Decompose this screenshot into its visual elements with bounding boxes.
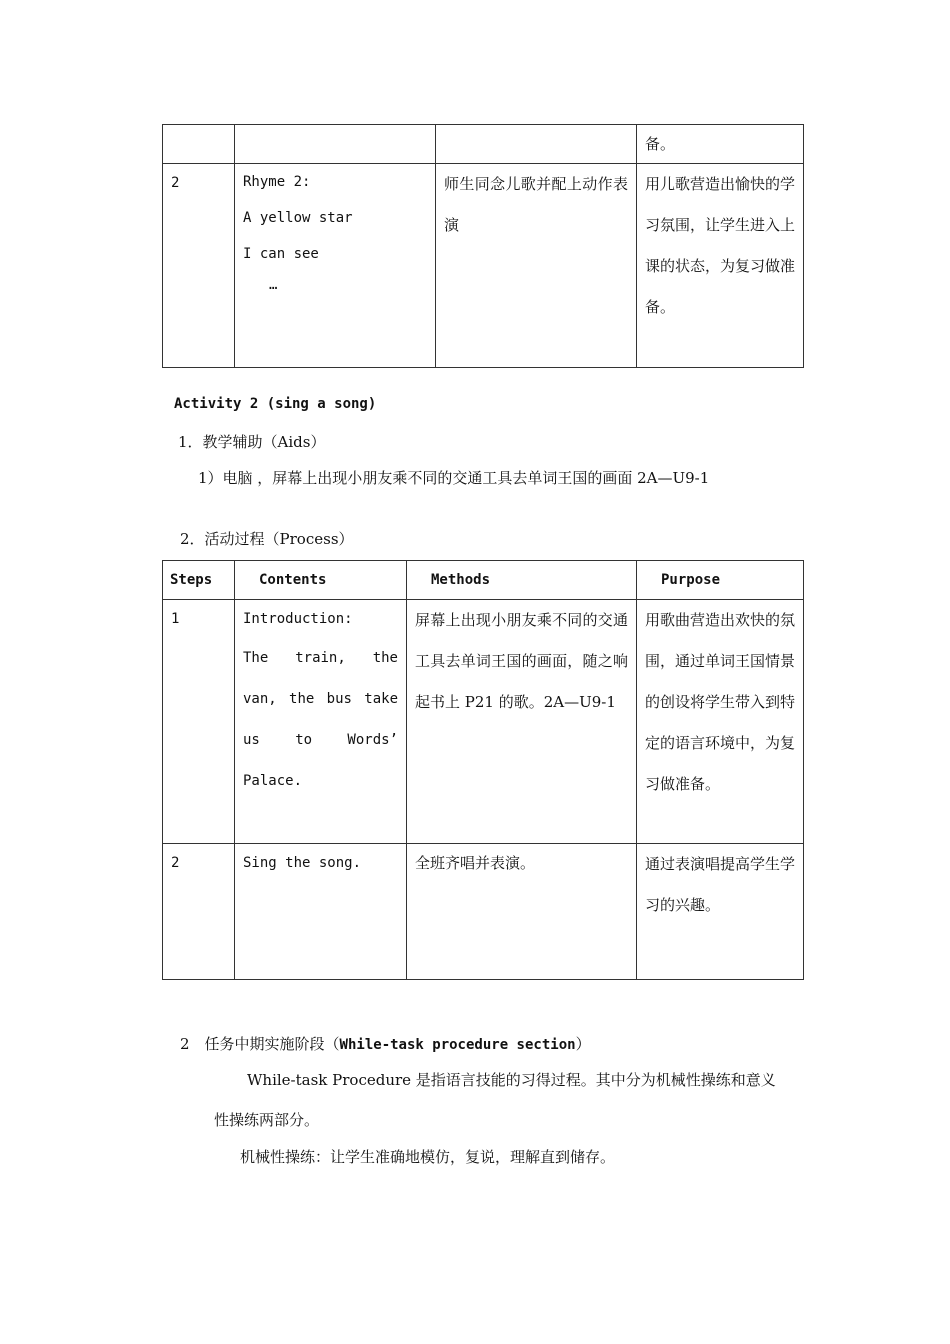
purpose-cell: 用歌曲营造出欢快的氛围，通过单词王国情景的创设将学生带入到特定的语言环境中，为复习做准备。 xyxy=(637,600,804,844)
table-process xyxy=(162,560,804,980)
content-line: … xyxy=(269,277,278,293)
content-line: Rhyme 2: xyxy=(243,174,311,190)
purpose-cell: 备。 xyxy=(637,125,804,164)
content-cell: Sing the song. xyxy=(235,844,407,980)
section-heading-suffix: ） xyxy=(575,1035,591,1053)
section-heading xyxy=(180,1033,591,1054)
header-steps: Steps xyxy=(163,561,235,600)
header-methods: Methods xyxy=(407,561,637,600)
method-cell xyxy=(436,125,637,164)
step-cell: 2 xyxy=(163,164,235,368)
activity-heading: Activity 2 (sing a song) xyxy=(174,396,377,412)
content-line: A yellow star xyxy=(243,210,353,226)
content-line: I can see xyxy=(243,246,319,262)
content-line: The train, the van, the bus take us to Words’ Palace. xyxy=(243,650,398,789)
table-header-row xyxy=(163,561,804,600)
table-rhyme xyxy=(162,124,804,368)
purpose-cell: 通过表演唱提高学生学习的兴趣。 xyxy=(637,844,804,980)
paragraph-line: 性操练两部分。 xyxy=(214,1111,320,1129)
process-heading: 2．活动过程（Process） xyxy=(180,530,354,548)
table-row xyxy=(163,844,804,980)
method-cell: 屏幕上出现小朋友乘不同的交通工具去单词王国的画面，随之响起书上 P21 的歌。2A—U9-1 xyxy=(407,600,637,844)
header-purpose: Purpose xyxy=(637,561,804,600)
step-cell: 1 xyxy=(163,600,235,844)
method-cell: 师生同念儿歌并配上动作表演 xyxy=(436,164,637,368)
method-cell: 全班齐唱并表演。 xyxy=(407,844,637,980)
table-row xyxy=(163,125,804,164)
table-row xyxy=(163,600,804,844)
paragraph-line: 机械性操练：让学生准确地模仿，复说，理解直到储存。 xyxy=(240,1148,616,1166)
aids-item: 1）电脑 ，屏幕上出现小朋友乘不同的交通工具去单词王国的画面 2A—U9-1 xyxy=(198,469,710,487)
header-contents: Contents xyxy=(235,561,407,600)
table-row xyxy=(163,164,804,368)
section-heading-english: While-task procedure section xyxy=(339,1037,576,1053)
section-heading-prefix: 2 任务中期实施阶段（ xyxy=(180,1035,340,1053)
step-cell xyxy=(163,125,235,164)
purpose-cell: 用儿歌营造出愉快的学习氛围，让学生进入上课的状态，为复习做准备。 xyxy=(637,164,804,368)
content-line: Introduction: xyxy=(243,611,353,627)
content-cell xyxy=(235,600,407,844)
step-cell: 2 xyxy=(163,844,235,980)
aids-heading: 1．教学辅助（Aids） xyxy=(178,433,326,451)
paragraph-line: While-task Procedure 是指语言技能的习得过程。其中分为机械性操练和意义 xyxy=(247,1071,776,1089)
content-cell xyxy=(235,125,436,164)
content-cell xyxy=(235,164,436,368)
